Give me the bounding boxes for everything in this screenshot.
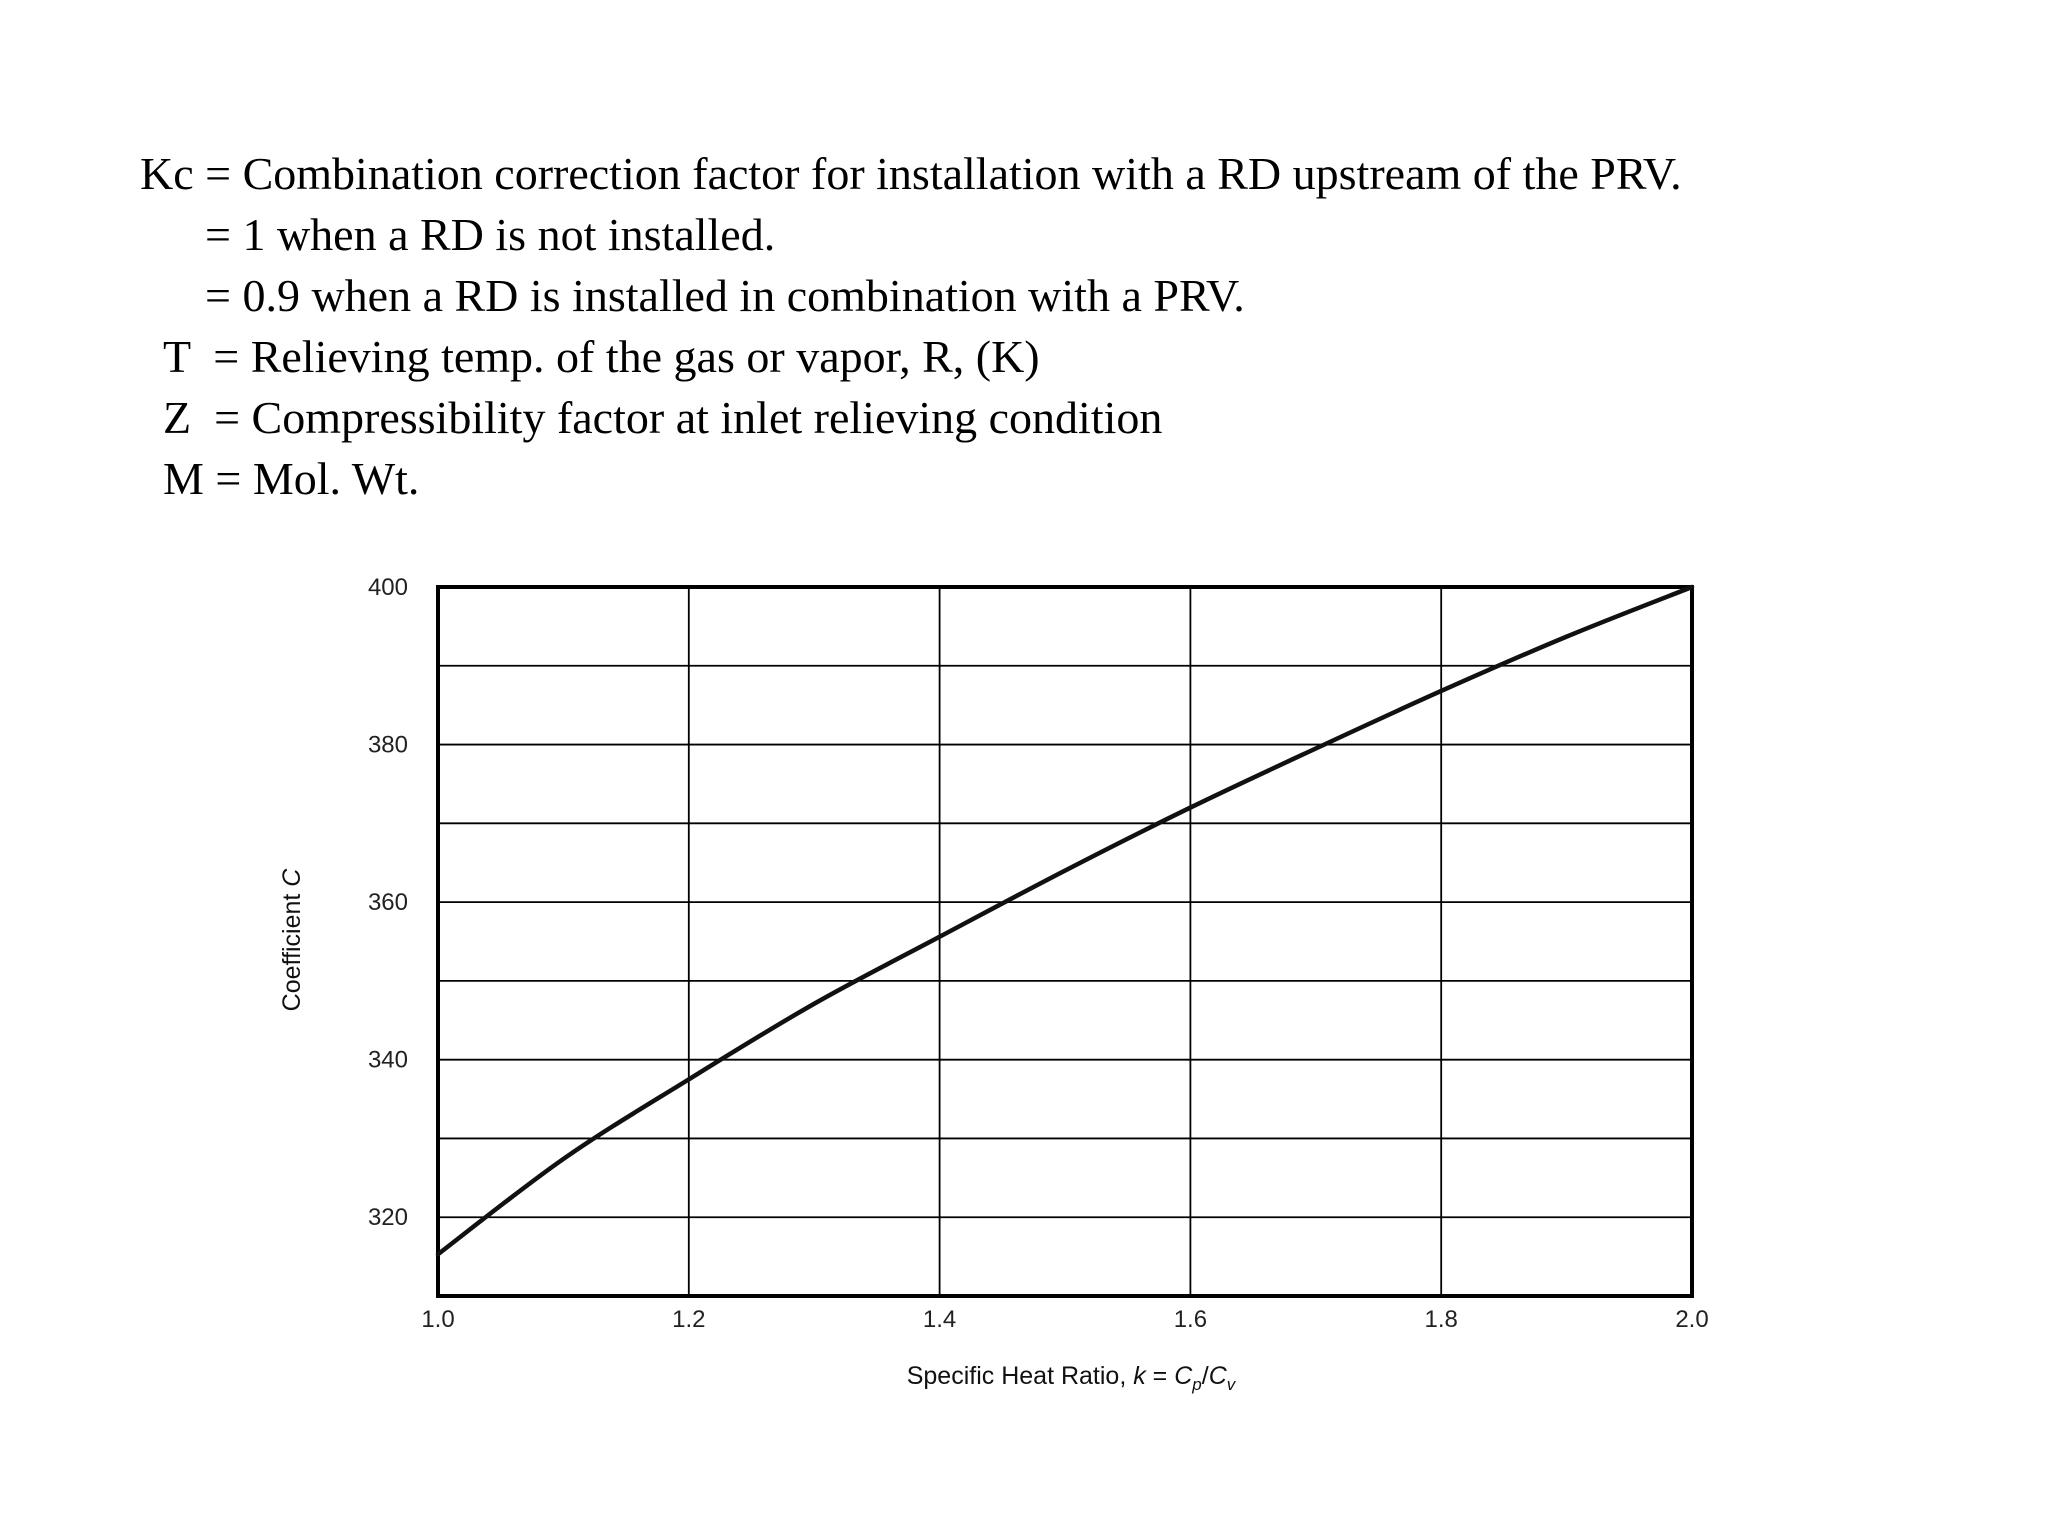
x-axis-label-c2: C [1208,1362,1227,1390]
x-tick-label: 1.8 [1424,1306,1458,1333]
y-tick-label: 340 [367,1046,408,1074]
definition-m: M = Mol. Wt. [163,453,420,504]
grid-lines [438,587,1692,1296]
definition-kc: Kc = Combination correction factor for installation with a RD upstream of the PRV. [140,148,1682,199]
x-tick-label: 1.2 [672,1306,706,1333]
definition-kc-with-rd: = 0.9 when a RD is installed in combination with a PRV. [205,270,1245,321]
x-axis-label-c1: C [1174,1362,1193,1390]
y-tick-labels [368,574,408,1231]
plot-frame [438,587,1692,1296]
definition-kc-no-rd: = 1 when a RD is not installed. [205,209,776,260]
y-tick-label: 360 [367,889,408,917]
series-line [438,587,1692,1254]
y-tick-label: 400 [367,574,408,601]
x-axis-label-slash: / [1201,1362,1209,1390]
x-axis-label-sub-v: v [1226,1375,1236,1394]
x-axis-label [907,1362,1237,1394]
x-axis-label-prefix: Specific Heat Ratio, [906,1362,1134,1390]
x-tick-label: 2.0 [1675,1306,1709,1333]
y-axis-label [278,868,306,1012]
x-axis-label-eq: = [1145,1362,1175,1390]
y-axis-label-c: C [278,868,306,887]
x-tick-label: 1.6 [1173,1306,1208,1333]
x-tick-labels [421,1306,1708,1333]
y-axis-label-text: Coefficient [278,886,306,1012]
y-tick-label: 320 [367,1204,408,1232]
x-tick-label: 1.0 [421,1306,455,1333]
definition-z: Z = Compressibility factor at inlet relieving condition [163,392,1163,443]
x-axis-label-sub-p: p [1192,1375,1202,1394]
x-tick-label: 1.4 [922,1306,957,1333]
y-tick-label: 380 [367,731,408,759]
x-axis-label-k: k [1133,1362,1146,1390]
definition-t: T = Relieving temp. of the gas or vapor, R, (K) [163,331,1040,382]
